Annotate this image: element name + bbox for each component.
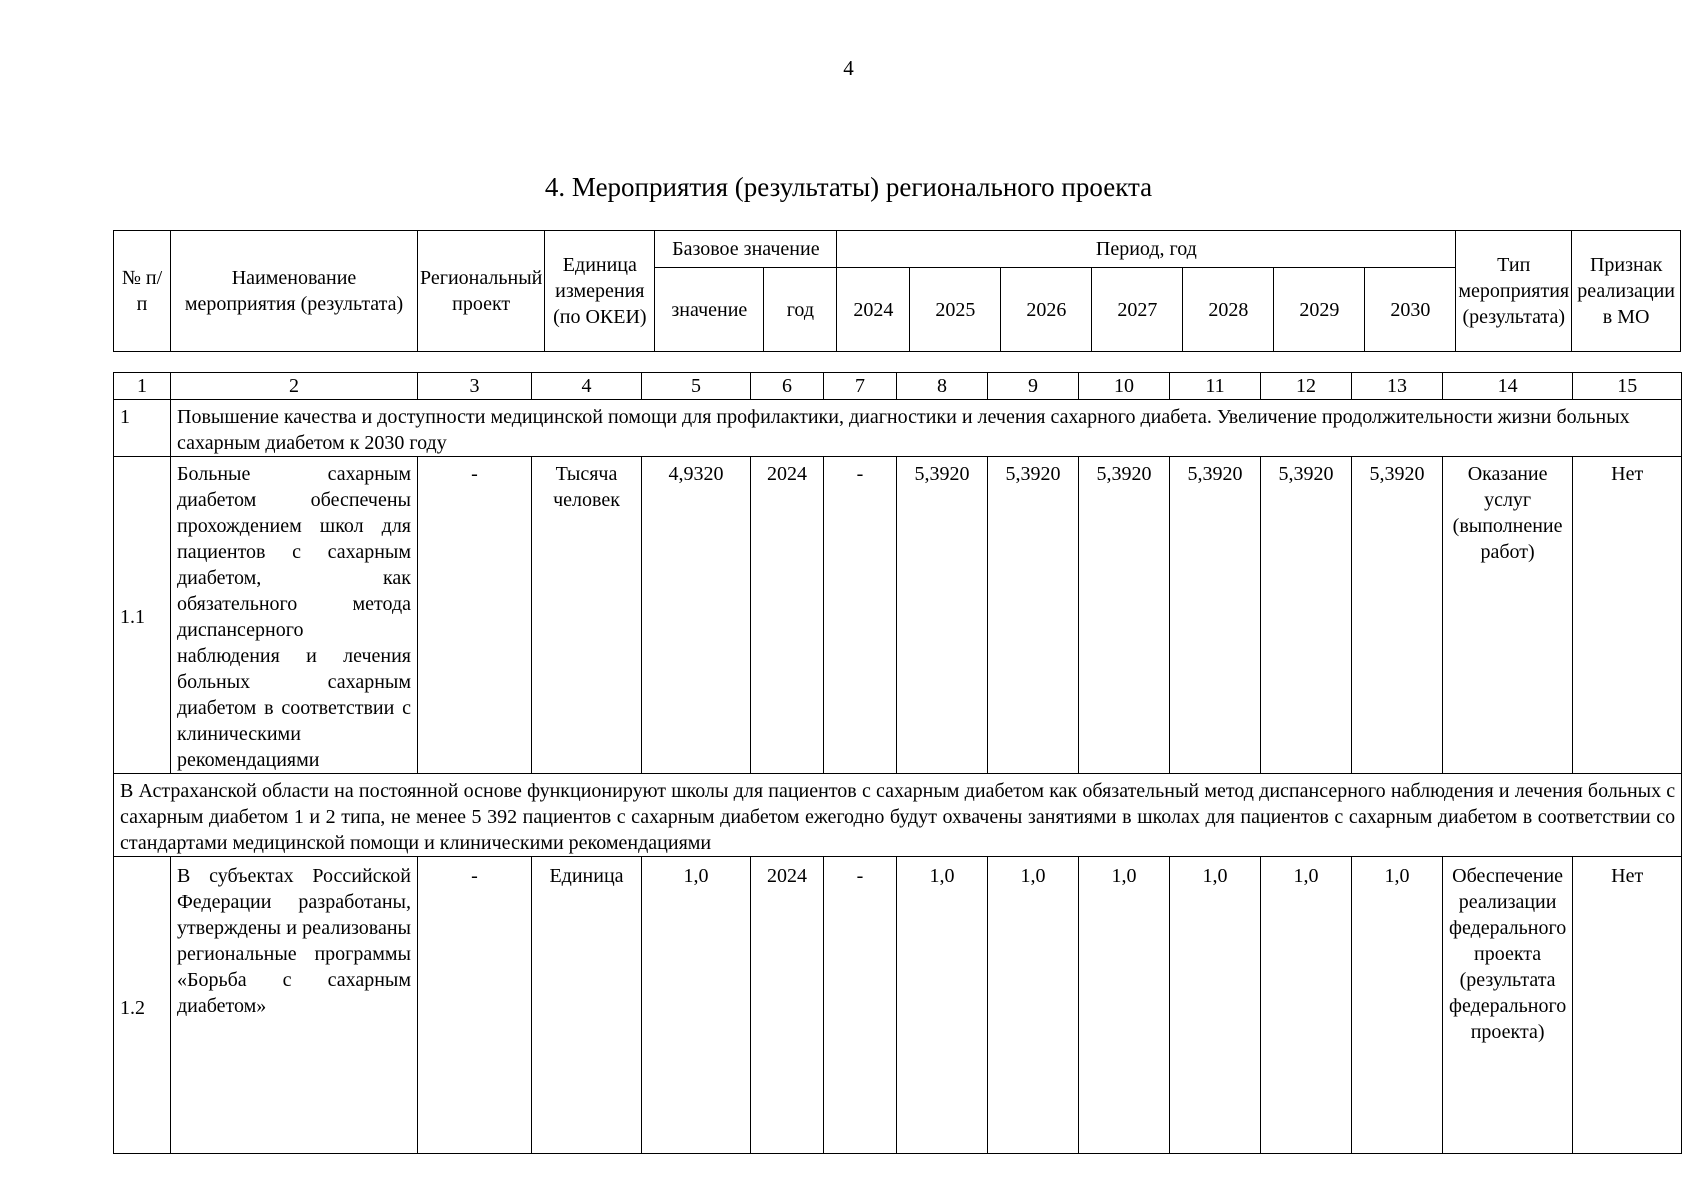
column-number: 14 bbox=[1443, 373, 1573, 400]
header-mo-flag: Признак реализации в МО bbox=[1572, 231, 1681, 352]
header-name: Наименование мероприятия (результата) bbox=[171, 231, 418, 352]
column-number: 10 bbox=[1079, 373, 1170, 400]
column-number: 15 bbox=[1573, 373, 1682, 400]
header-year: 2025 bbox=[910, 268, 1001, 352]
row-value-2030: 1,0 bbox=[1352, 857, 1443, 1154]
column-number: 9 bbox=[988, 373, 1079, 400]
row-value-2024: - bbox=[824, 857, 897, 1154]
row-mo-flag: Нет bbox=[1573, 857, 1682, 1154]
header-year: 2029 bbox=[1274, 268, 1365, 352]
column-number: 2 bbox=[171, 373, 418, 400]
row-value-2029: 5,3920 bbox=[1261, 457, 1352, 774]
section-text: Повышение качества и доступности медицинской помощи для профилактики, диагностики и лечения сахарного диабета. Увеличение продолжительности жизни больных сахарным диабетом к 2030 году bbox=[171, 400, 1682, 457]
page-title: 4. Мероприятия (результаты) регионального проекта bbox=[544, 172, 1153, 202]
header-base-value-year: год bbox=[764, 268, 837, 352]
header-year: 2030 bbox=[1365, 268, 1456, 352]
row-value-2028: 5,3920 bbox=[1170, 457, 1261, 774]
row-mo-flag: Нет bbox=[1573, 457, 1682, 774]
row-value-2028: 1,0 bbox=[1170, 857, 1261, 1154]
row-num: 1.2 bbox=[114, 857, 171, 1154]
header-num: № п/п bbox=[114, 231, 171, 352]
row-base-value: 1,0 bbox=[642, 857, 751, 1154]
row-num: 1.1 bbox=[114, 457, 171, 774]
header-base-value-value: значение bbox=[655, 268, 764, 352]
table-row bbox=[114, 457, 1682, 774]
row-regional-project: - bbox=[418, 457, 532, 774]
row-base-year: 2024 bbox=[751, 857, 824, 1154]
row-value-2030: 5,3920 bbox=[1352, 457, 1443, 774]
column-number: 3 bbox=[418, 373, 532, 400]
column-number: 1 bbox=[114, 373, 171, 400]
column-number: 5 bbox=[642, 373, 751, 400]
column-number-row bbox=[114, 373, 1682, 400]
row-base-value: 4,9320 bbox=[642, 457, 751, 774]
row-unit: Тысяча человек bbox=[532, 457, 642, 774]
row-value-2025: 1,0 bbox=[897, 857, 988, 1154]
row-value-2026: 1,0 bbox=[988, 857, 1079, 1154]
column-number: 4 bbox=[532, 373, 642, 400]
column-number: 8 bbox=[897, 373, 988, 400]
row-value-2027: 1,0 bbox=[1079, 857, 1170, 1154]
column-number: 13 bbox=[1352, 373, 1443, 400]
header-base-value: Базовое значение bbox=[655, 231, 837, 268]
table-header bbox=[113, 230, 1681, 352]
row-name: Больные сахарным диабетом обеспечены прохождением школ для пациентов с сахарным диабетом, как обязательного метода диспансерного наблюдения и лечения больных сахарным диабетом в соответствии с клиническими рекомендациями bbox=[171, 457, 418, 774]
row-name: В субъектах Российской Федерации разработаны, утверждены и реализованы региональные программы «Борьба с сахарным диабетом» bbox=[171, 857, 418, 1154]
header-year: 2027 bbox=[1092, 268, 1183, 352]
section-num: 1 bbox=[114, 400, 171, 457]
column-number: 11 bbox=[1170, 373, 1261, 400]
header-type: Тип мероприятия (результата) bbox=[1456, 231, 1572, 352]
page-number: 4 bbox=[843, 56, 854, 80]
row-value-2024: - bbox=[824, 457, 897, 774]
header-year: 2028 bbox=[1183, 268, 1274, 352]
note-row bbox=[114, 774, 1682, 857]
header-year: 2024 bbox=[837, 268, 910, 352]
row-type: Оказание услуг (выполнение работ) bbox=[1443, 457, 1573, 774]
table-row bbox=[114, 857, 1682, 1154]
table-body bbox=[113, 372, 1682, 1154]
column-number: 7 bbox=[824, 373, 897, 400]
header-year: 2026 bbox=[1001, 268, 1092, 352]
column-number: 12 bbox=[1261, 373, 1352, 400]
section-row bbox=[114, 400, 1682, 457]
note-text: В Астраханской области на постоянной основе функционируют школы для пациентов с сахарным диабетом как обязательный метод диспансерного наблюдения и лечения больных с сахарным диабетом 1 и 2 типа, не менее 5 392 пациентов с сахарным диабетом ежегодно будут охвачены занятиями в школах для пациентов с сахарным диабетом в соответствии со стандартами медицинской помощи и клиническими рекомендациями bbox=[114, 774, 1682, 857]
header-period: Период, год bbox=[837, 231, 1456, 268]
row-value-2025: 5,3920 bbox=[897, 457, 988, 774]
row-type: Обеспечение реализации федерального проекта (результата федерального проекта) bbox=[1443, 857, 1573, 1154]
row-value-2029: 1,0 bbox=[1261, 857, 1352, 1154]
row-value-2027: 5,3920 bbox=[1079, 457, 1170, 774]
row-unit: Единица bbox=[532, 857, 642, 1154]
row-value-2026: 5,3920 bbox=[988, 457, 1079, 774]
header-regional-project: Региональный проект bbox=[418, 231, 545, 352]
header-unit: Единица измерения (по ОКЕИ) bbox=[545, 231, 655, 352]
row-regional-project: - bbox=[418, 857, 532, 1154]
column-number: 6 bbox=[751, 373, 824, 400]
row-base-year: 2024 bbox=[751, 457, 824, 774]
